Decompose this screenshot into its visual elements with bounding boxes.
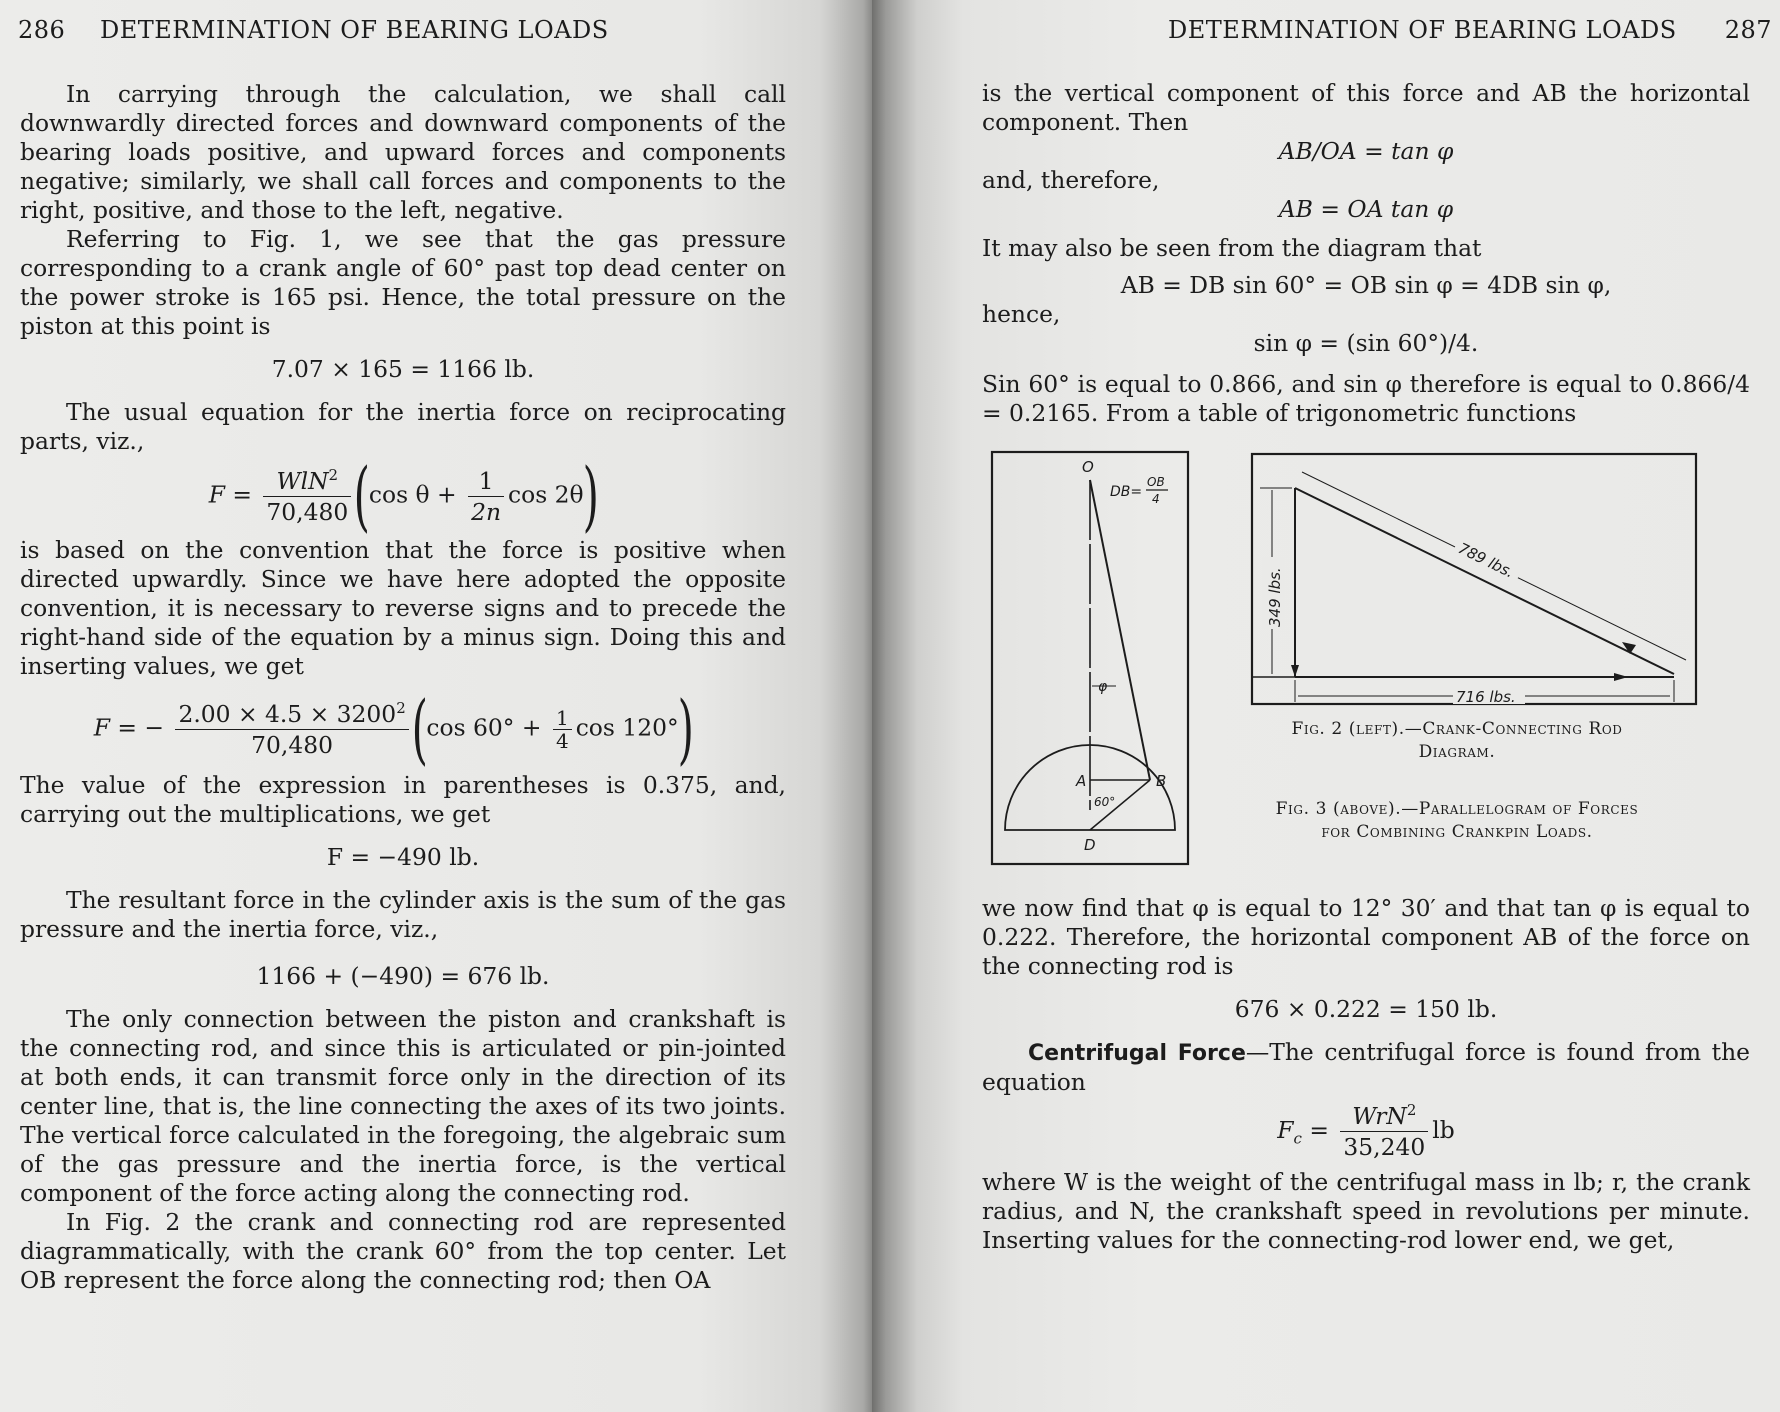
equation-sin-phi: sin φ = (sin 60°)/4. — [1253, 329, 1479, 357]
fig2-label-b: B — [1156, 772, 1167, 790]
eq-equals: = — [1309, 1116, 1329, 1144]
paragraph: is the vertical component of this force and AB the horizontal component. Then — [982, 79, 1750, 136]
eq-exponent: 2 — [328, 465, 339, 484]
eq-inner-numerator: 1 — [553, 707, 572, 730]
fig3-caption-line1: Fig. 3 (above).—Parallelogram of Forces — [1275, 799, 1639, 819]
eq-subscript: c — [1293, 1129, 1302, 1148]
eq-unit: lb — [1432, 1116, 1455, 1144]
eq-lhs: F — [1277, 1116, 1294, 1144]
paragraph: In Fig. 2 the crank and connecting rod are represented diagrammatically, with the crank 60° from the top center. Let OB represent the force along the connecting rod; then OA — [20, 1208, 786, 1294]
paragraph: and, therefore, — [982, 166, 1160, 194]
fig2-label-a: A — [1076, 772, 1087, 790]
fig2-formula-lhs: DB= — [1110, 484, 1143, 500]
fig3-label-vertical: 349 lbs. — [1266, 567, 1284, 627]
left-text-column — [20, 80, 786, 1295]
equation-horizontal-component: 676 × 0.222 = 150 lb. — [1234, 995, 1498, 1023]
eq-exponent: 2 — [396, 698, 406, 717]
fraction — [175, 699, 408, 760]
fig3-force-diagram — [1250, 452, 1710, 707]
fig3-caption — [1247, 798, 1667, 844]
fig3-caption-line2: for Combining Crankpin Loads. — [1321, 822, 1593, 842]
fraction — [553, 707, 572, 752]
eq-denominator: 70,480 — [266, 497, 349, 526]
paragraph: is based on the convention that the force is positive when directed upwardly. Since we have here adopted the opposite convention, it is necessary to reverse signs and to precede the right-hand side of the equation by a minus sign. Doing this and inserting values, we get — [20, 536, 786, 680]
paragraph: The value of the expression in parentheses is 0.375, and, carrying out the multiplications, we get — [20, 771, 786, 828]
right-text-column — [982, 79, 1750, 1255]
eq-numerator: WrN — [1352, 1102, 1407, 1130]
figures — [982, 438, 1750, 888]
equation-inertia-force: F = $\frac{WlN^2}{70,480}$ (cos θ + $\frac{1}{2n}$ cos 2θ) — [208, 451, 599, 540]
fig3-frame — [1252, 454, 1696, 704]
fig2-label-o: O — [1082, 458, 1094, 476]
eq-numerator: 2.00 × 4.5 × 3200 — [178, 699, 397, 728]
fig2-caption-line2: Diagram. — [1418, 742, 1496, 762]
eq-numerator: WlN — [276, 466, 329, 495]
left-page — [0, 0, 872, 1412]
equation-ab: AB = OA tan φ — [1278, 195, 1454, 223]
running-head-right — [1072, 16, 1772, 44]
paragraph: The only connection between the piston and crankshaft is the connecting rod, and since this is articulated or pin-jointed at both ends, it can transmit force only in the direction of its center line, that is, the line connecting the axes of its two joints. The vertical force calculated in the foregoing, the algebraic sum of the gas pressure and the inertia force, is the vertical component of the force acting along the connecting rod. — [20, 1005, 786, 1207]
paragraph: where W is the weight of the centrifugal mass in lb; r, the crank radius, and N, the crankshaft speed in revolutions per minute. Inserting values for the connecting-rod lower end, we get, — [982, 1168, 1750, 1254]
section-heading: Centrifugal Force — [1028, 1041, 1246, 1066]
running-head-title: DETERMINATION OF BEARING LOADS — [100, 16, 609, 44]
equation-total-pressure: 7.07 × 165 = 1166 lb. — [271, 355, 535, 383]
page-number: 287 — [1724, 16, 1772, 44]
eq-lhs: F = − — [93, 713, 164, 742]
eq-lhs: F = — [208, 480, 252, 509]
eq-exponent: 2 — [1406, 1101, 1417, 1120]
fig2-label-phi: φ — [1098, 679, 1108, 695]
fig2-connecting-rod — [1090, 480, 1150, 780]
fig2-caption — [1247, 718, 1667, 764]
eq-inner-denominator: 2n — [471, 497, 502, 526]
eq-term: cos θ + — [368, 480, 457, 509]
fig3-resultant-force — [1295, 488, 1674, 674]
equation-ab-db: AB = DB sin 60° = OB sin φ = 4DB sin φ, — [1120, 271, 1612, 299]
running-head-left — [18, 16, 788, 44]
paragraph: Sin 60° is equal to 0.866, and sin φ therefore is equal to 0.866/4 = 0.2165. From a table of trigonometric functions — [982, 370, 1750, 427]
equation-tan-phi: AB/OA = tan φ — [1278, 137, 1454, 165]
fig2-label-d: D — [1084, 836, 1096, 854]
paragraph: It may also be seen from the diagram that — [982, 234, 1482, 262]
paragraph: hence, — [982, 300, 1061, 328]
page-number: 286 — [18, 16, 66, 44]
fraction — [468, 466, 504, 527]
paragraph: The usual equation for the inertia force on reciprocating parts, viz., — [20, 398, 786, 455]
fig3-label-resultant: 789 lbs. — [1455, 539, 1517, 582]
equation-inertia-values: F = − $\frac{2.00 \times 4.5 \times 3200^2}{70,480}$ (cos 60° + $\frac{1}{4}$ cos 120°) — [93, 684, 694, 773]
eq-denominator: 70,480 — [251, 730, 334, 759]
fraction — [263, 466, 351, 527]
eq-inner-numerator: 1 — [468, 466, 504, 497]
fig2-label-angle: 60° — [1094, 795, 1116, 809]
fig3-label-horizontal: 716 lbs. — [1456, 688, 1516, 706]
eq-term: cos 60° + — [426, 713, 542, 742]
paragraph: In carrying through the calculation, we shall call downwardly directed forces and downward components of the bearing loads positive, and upward forces and components negative; similarly, we shall call forces and components to the right, positive, and those to the left, negative. — [20, 80, 786, 224]
running-head-title: DETERMINATION OF BEARING LOADS — [1168, 16, 1677, 44]
fig2-formula-num: OB — [1147, 475, 1165, 489]
paragraph-text: —The centrifugal force is found from the equation — [982, 1038, 1750, 1096]
paragraph-centrifugal — [982, 1038, 1750, 1097]
paragraph: we now find that φ is equal to 12° 30′ and that tan φ is equal to 0.222. Therefore, the horizontal component AB of the force on the connecting rod is — [982, 894, 1750, 980]
equation-centrifugal-force — [982, 1101, 1750, 1162]
fig2-formula-den: 4 — [1152, 492, 1160, 506]
right-page — [872, 0, 1780, 1412]
equation-resultant-force: 1166 + (−490) = 676 lb. — [256, 962, 550, 990]
eq-term: cos 2θ — [508, 480, 584, 509]
fig2-crank-diagram — [990, 450, 1190, 870]
equation-inertia-result: F = −490 lb. — [326, 843, 480, 871]
fraction — [1340, 1101, 1428, 1162]
fig2-caption-line1: Fig. 2 (left).—Crank-Connecting Rod — [1291, 719, 1623, 739]
eq-term: cos 120° — [575, 713, 679, 742]
paragraph: Referring to Fig. 1, we see that the gas pressure corresponding to a crank angle of 60° past top dead center on the power stroke is 165 psi. Hence, the total pressure on the piston at this point is — [20, 225, 786, 340]
eq-inner-denominator: 4 — [555, 728, 569, 753]
paragraph: The resultant force in the cylinder axis is the sum of the gas pressure and the inertia force, viz., — [20, 886, 786, 943]
eq-denominator: 35,240 — [1343, 1133, 1426, 1161]
